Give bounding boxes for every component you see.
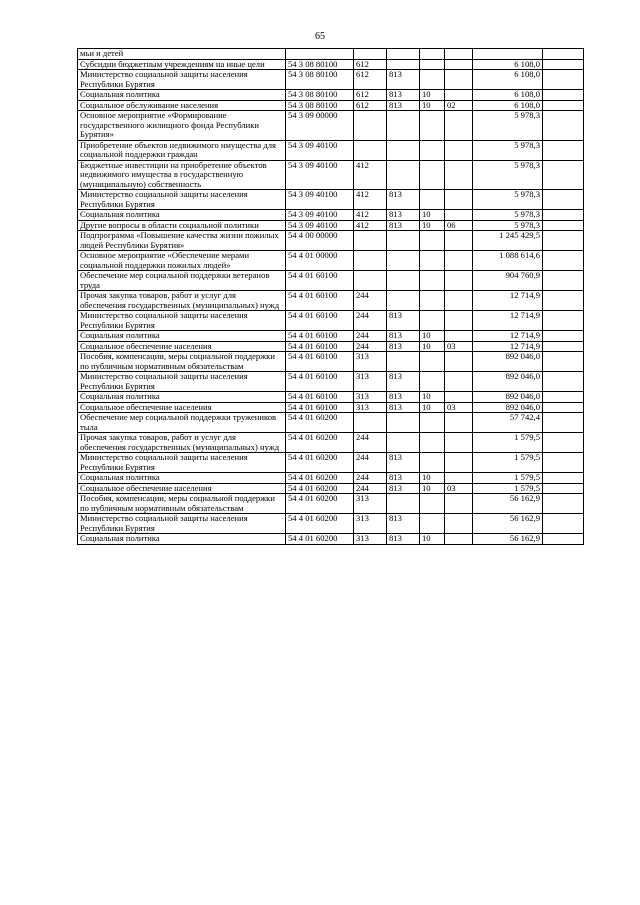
ministry-code-cell: 813 bbox=[387, 331, 420, 342]
section-cell: 10 bbox=[420, 220, 445, 231]
table-row bbox=[78, 392, 584, 403]
target-article-cell bbox=[286, 49, 354, 60]
empty-cell bbox=[543, 331, 584, 342]
row-name-cell: Социальное обслуживание населения bbox=[78, 100, 286, 111]
row-name-cell: Социальное обеспечение населения bbox=[78, 483, 286, 494]
ministry-code-cell bbox=[387, 352, 420, 372]
ministry-code-cell: 813 bbox=[387, 402, 420, 413]
row-name-cell: Социальное обеспечение населения bbox=[78, 402, 286, 413]
amount-cell: 56 162,9 bbox=[473, 534, 543, 545]
subsection-cell bbox=[445, 331, 473, 342]
section-cell bbox=[420, 494, 445, 514]
row-name-cell: Министерство социальной защиты населения Республики Бурятия bbox=[78, 514, 286, 534]
empty-cell bbox=[543, 453, 584, 473]
expense-type-cell: 313 bbox=[354, 352, 387, 372]
target-article-cell: 54 4 01 60100 bbox=[286, 331, 354, 342]
subsection-cell bbox=[445, 392, 473, 403]
amount-cell: 57 742,4 bbox=[473, 413, 543, 433]
section-cell bbox=[420, 271, 445, 291]
row-name-cell: Бюджетные инвестиции на приобретение объектов недвижимого имущества в государственную (муниципальную) собственность bbox=[78, 160, 286, 190]
amount-cell: 6 108,0 bbox=[473, 70, 543, 90]
target-article-cell: 54 4 01 60200 bbox=[286, 413, 354, 433]
amount-cell: 6 108,0 bbox=[473, 59, 543, 70]
target-article-cell: 54 3 09 40100 bbox=[286, 210, 354, 221]
target-article-cell: 54 3 09 40100 bbox=[286, 190, 354, 210]
target-article-cell: 54 3 09 40100 bbox=[286, 220, 354, 231]
ministry-code-cell: 813 bbox=[387, 210, 420, 221]
target-article-cell: 54 4 01 60200 bbox=[286, 534, 354, 545]
ministry-code-cell: 813 bbox=[387, 372, 420, 392]
ministry-code-cell: 813 bbox=[387, 190, 420, 210]
target-article-cell: 54 4 01 60200 bbox=[286, 514, 354, 534]
expense-type-cell bbox=[354, 111, 387, 141]
table-row bbox=[78, 483, 584, 494]
amount-cell: 5 978,3 bbox=[473, 190, 543, 210]
ministry-code-cell: 813 bbox=[387, 220, 420, 231]
amount-cell: 12 714,9 bbox=[473, 341, 543, 352]
table-row bbox=[78, 220, 584, 231]
subsection-cell bbox=[445, 453, 473, 473]
section-cell bbox=[420, 453, 445, 473]
section-cell bbox=[420, 231, 445, 251]
target-article-cell: 54 3 08 80100 bbox=[286, 100, 354, 111]
amount-cell: 1 579,5 bbox=[473, 453, 543, 473]
target-article-cell: 54 4 01 60100 bbox=[286, 341, 354, 352]
section-cell bbox=[420, 140, 445, 160]
target-article-cell: 54 4 00 00000 bbox=[286, 231, 354, 251]
empty-cell bbox=[543, 220, 584, 231]
amount-cell: 5 978,3 bbox=[473, 140, 543, 160]
subsection-cell bbox=[445, 271, 473, 291]
subsection-cell bbox=[445, 514, 473, 534]
empty-cell bbox=[543, 311, 584, 331]
ministry-code-cell: 813 bbox=[387, 341, 420, 352]
row-name-cell: Социальная политика bbox=[78, 392, 286, 403]
subsection-cell bbox=[445, 311, 473, 331]
subsection-cell bbox=[445, 160, 473, 190]
empty-cell bbox=[543, 413, 584, 433]
amount-cell: 1 245 429,5 bbox=[473, 231, 543, 251]
empty-cell bbox=[543, 433, 584, 453]
subsection-cell bbox=[445, 70, 473, 90]
table-row bbox=[78, 140, 584, 160]
table-row bbox=[78, 413, 584, 433]
table-row bbox=[78, 70, 584, 90]
amount-cell: 892 046,0 bbox=[473, 352, 543, 372]
row-name-cell: Субсидии бюджетным учреждениям на иные цели bbox=[78, 59, 286, 70]
expense-type-cell: 244 bbox=[354, 311, 387, 331]
empty-cell bbox=[543, 514, 584, 534]
subsection-cell bbox=[445, 140, 473, 160]
expense-type-cell: 412 bbox=[354, 220, 387, 231]
ministry-code-cell bbox=[387, 291, 420, 311]
subsection-cell bbox=[445, 210, 473, 221]
target-article-cell: 54 4 01 60100 bbox=[286, 372, 354, 392]
section-cell bbox=[420, 352, 445, 372]
subsection-cell bbox=[445, 111, 473, 141]
row-name-cell: Социальная политика bbox=[78, 90, 286, 101]
subsection-cell bbox=[445, 231, 473, 251]
empty-cell bbox=[543, 291, 584, 311]
expense-type-cell: 244 bbox=[354, 331, 387, 342]
table-row bbox=[78, 331, 584, 342]
expense-type-cell: 313 bbox=[354, 392, 387, 403]
expense-type-cell bbox=[354, 231, 387, 251]
subsection-cell: 03 bbox=[445, 402, 473, 413]
empty-cell bbox=[543, 49, 584, 60]
table-row bbox=[78, 534, 584, 545]
empty-cell bbox=[543, 111, 584, 141]
target-article-cell: 54 4 01 00000 bbox=[286, 251, 354, 271]
empty-cell bbox=[543, 352, 584, 372]
table-row bbox=[78, 473, 584, 484]
subsection-cell: 06 bbox=[445, 220, 473, 231]
section-cell: 10 bbox=[420, 473, 445, 484]
empty-cell bbox=[543, 59, 584, 70]
ministry-code-cell: 813 bbox=[387, 534, 420, 545]
ministry-code-cell: 813 bbox=[387, 453, 420, 473]
empty-cell bbox=[543, 392, 584, 403]
row-name-cell: Социальное обеспечение населения bbox=[78, 341, 286, 352]
amount-cell: 56 162,9 bbox=[473, 514, 543, 534]
ministry-code-cell: 813 bbox=[387, 100, 420, 111]
ministry-code-cell bbox=[387, 271, 420, 291]
target-article-cell: 54 3 08 80100 bbox=[286, 70, 354, 90]
row-name-cell: Министерство социальной защиты населения Республики Бурятия bbox=[78, 453, 286, 473]
empty-cell bbox=[543, 140, 584, 160]
row-name-cell: Министерство социальной защиты населения Республики Бурятия bbox=[78, 190, 286, 210]
ministry-code-cell: 813 bbox=[387, 483, 420, 494]
section-cell bbox=[420, 372, 445, 392]
section-cell: 10 bbox=[420, 100, 445, 111]
ministry-code-cell bbox=[387, 140, 420, 160]
amount-cell: 5 978,3 bbox=[473, 160, 543, 190]
table-row bbox=[78, 111, 584, 141]
row-name-cell: Основное мероприятие «Формирование государственного жилищного фонда Республики Бурятия» bbox=[78, 111, 286, 141]
row-name-cell: Социальная политика bbox=[78, 331, 286, 342]
budget-table-body bbox=[78, 49, 584, 545]
section-cell bbox=[420, 291, 445, 311]
table-row bbox=[78, 59, 584, 70]
page-number: 65 bbox=[315, 31, 325, 42]
subsection-cell bbox=[445, 59, 473, 70]
subsection-cell bbox=[445, 494, 473, 514]
amount-cell: 12 714,9 bbox=[473, 311, 543, 331]
target-article-cell: 54 4 01 60200 bbox=[286, 473, 354, 484]
expense-type-cell: 313 bbox=[354, 372, 387, 392]
table-row bbox=[78, 49, 584, 60]
row-name-cell: Другие вопросы в области социальной политики bbox=[78, 220, 286, 231]
section-cell bbox=[420, 433, 445, 453]
table-row bbox=[78, 453, 584, 473]
section-cell bbox=[420, 49, 445, 60]
row-name-cell: Социальная политика bbox=[78, 473, 286, 484]
table-row bbox=[78, 494, 584, 514]
target-article-cell: 54 4 01 60100 bbox=[286, 271, 354, 291]
section-cell bbox=[420, 190, 445, 210]
row-name-cell: Прочая закупка товаров, работ и услуг для обеспечения государственных (муниципальных) нужд bbox=[78, 291, 286, 311]
subsection-cell: 03 bbox=[445, 341, 473, 352]
ministry-code-cell: 813 bbox=[387, 90, 420, 101]
expense-type-cell: 612 bbox=[354, 100, 387, 111]
amount-cell: 1 579,5 bbox=[473, 473, 543, 484]
expense-type-cell: 244 bbox=[354, 341, 387, 352]
row-name-cell: Министерство социальной защиты населения Республики Бурятия bbox=[78, 311, 286, 331]
target-article-cell: 54 4 01 60200 bbox=[286, 453, 354, 473]
empty-cell bbox=[543, 494, 584, 514]
expense-type-cell: 612 bbox=[354, 90, 387, 101]
subsection-cell bbox=[445, 413, 473, 433]
table-row bbox=[78, 231, 584, 251]
ministry-code-cell bbox=[387, 494, 420, 514]
subsection-cell bbox=[445, 473, 473, 484]
table-row bbox=[78, 160, 584, 190]
table-row bbox=[78, 372, 584, 392]
table-row bbox=[78, 433, 584, 453]
empty-cell bbox=[543, 100, 584, 111]
row-name-cell: Подпрограмма «Повышение качества жизни пожилых людей Республики Бурятия» bbox=[78, 231, 286, 251]
amount-cell: 1 579,5 bbox=[473, 433, 543, 453]
section-cell: 10 bbox=[420, 341, 445, 352]
section-cell: 10 bbox=[420, 392, 445, 403]
target-article-cell: 54 4 01 60200 bbox=[286, 494, 354, 514]
subsection-cell bbox=[445, 291, 473, 311]
target-article-cell: 54 4 01 60100 bbox=[286, 402, 354, 413]
target-article-cell: 54 3 08 80100 bbox=[286, 59, 354, 70]
ministry-code-cell bbox=[387, 59, 420, 70]
empty-cell bbox=[543, 473, 584, 484]
expense-type-cell bbox=[354, 251, 387, 271]
amount-cell: 12 714,9 bbox=[473, 291, 543, 311]
table-row bbox=[78, 311, 584, 331]
table-row bbox=[78, 251, 584, 271]
empty-cell bbox=[543, 372, 584, 392]
ministry-code-cell: 813 bbox=[387, 473, 420, 484]
table-row bbox=[78, 100, 584, 111]
subsection-cell: 03 bbox=[445, 483, 473, 494]
table-row bbox=[78, 352, 584, 372]
ministry-code-cell bbox=[387, 160, 420, 190]
row-name-cell: Приобретение объектов недвижимого имущества для социальной поддержки граждан bbox=[78, 140, 286, 160]
subsection-cell bbox=[445, 352, 473, 372]
ministry-code-cell: 813 bbox=[387, 70, 420, 90]
target-article-cell: 54 4 01 60200 bbox=[286, 483, 354, 494]
budget-table bbox=[77, 48, 584, 545]
row-name-cell: Социальная политика bbox=[78, 534, 286, 545]
expense-type-cell: 412 bbox=[354, 160, 387, 190]
expense-type-cell: 313 bbox=[354, 534, 387, 545]
amount-cell: 5 978,3 bbox=[473, 210, 543, 221]
table-row bbox=[78, 341, 584, 352]
section-cell bbox=[420, 160, 445, 190]
table-row bbox=[78, 210, 584, 221]
expense-type-cell: 313 bbox=[354, 402, 387, 413]
ministry-code-cell bbox=[387, 49, 420, 60]
subsection-cell bbox=[445, 433, 473, 453]
table-row bbox=[78, 291, 584, 311]
expense-type-cell: 313 bbox=[354, 494, 387, 514]
row-name-cell: Обеспечение мер социальной поддержки ветеранов труда bbox=[78, 271, 286, 291]
amount-cell: 892 046,0 bbox=[473, 402, 543, 413]
section-cell bbox=[420, 251, 445, 271]
table-row bbox=[78, 190, 584, 210]
row-name-cell: Пособия, компенсации, меры социальной поддержки по публичным нормативным обязательствам bbox=[78, 494, 286, 514]
expense-type-cell bbox=[354, 271, 387, 291]
expense-type-cell: 412 bbox=[354, 210, 387, 221]
empty-cell bbox=[543, 70, 584, 90]
empty-cell bbox=[543, 341, 584, 352]
subsection-cell bbox=[445, 372, 473, 392]
empty-cell bbox=[543, 251, 584, 271]
section-cell bbox=[420, 111, 445, 141]
empty-cell bbox=[543, 231, 584, 251]
expense-type-cell: 244 bbox=[354, 433, 387, 453]
target-article-cell: 54 4 01 60100 bbox=[286, 392, 354, 403]
section-cell: 10 bbox=[420, 402, 445, 413]
expense-type-cell: 244 bbox=[354, 291, 387, 311]
table-row bbox=[78, 402, 584, 413]
expense-type-cell bbox=[354, 413, 387, 433]
subsection-cell bbox=[445, 534, 473, 545]
empty-cell bbox=[543, 534, 584, 545]
target-article-cell: 54 4 01 60100 bbox=[286, 311, 354, 331]
section-cell: 10 bbox=[420, 210, 445, 221]
row-name-cell: мьи и детей bbox=[78, 49, 286, 60]
section-cell: 10 bbox=[420, 483, 445, 494]
subsection-cell bbox=[445, 90, 473, 101]
empty-cell bbox=[543, 483, 584, 494]
ministry-code-cell bbox=[387, 111, 420, 141]
ministry-code-cell bbox=[387, 231, 420, 251]
section-cell bbox=[420, 70, 445, 90]
amount-cell: 12 714,9 bbox=[473, 331, 543, 342]
amount-cell bbox=[473, 49, 543, 60]
subsection-cell bbox=[445, 49, 473, 60]
expense-type-cell: 612 bbox=[354, 70, 387, 90]
expense-type-cell: 412 bbox=[354, 190, 387, 210]
ministry-code-cell bbox=[387, 251, 420, 271]
expense-type-cell: 244 bbox=[354, 453, 387, 473]
row-name-cell: Основное мероприятие «Обеспечение мерами социальной поддержки пожилых людей» bbox=[78, 251, 286, 271]
section-cell: 10 bbox=[420, 331, 445, 342]
empty-cell bbox=[543, 271, 584, 291]
ministry-code-cell: 813 bbox=[387, 311, 420, 331]
expense-type-cell bbox=[354, 140, 387, 160]
amount-cell: 904 760,9 bbox=[473, 271, 543, 291]
amount-cell: 1 579,5 bbox=[473, 483, 543, 494]
expense-type-cell: 612 bbox=[354, 59, 387, 70]
expense-type-cell: 244 bbox=[354, 473, 387, 484]
empty-cell bbox=[543, 160, 584, 190]
section-cell bbox=[420, 514, 445, 534]
row-name-cell: Прочая закупка товаров, работ и услуг для обеспечения государственных (муниципальных) нужд bbox=[78, 433, 286, 453]
ministry-code-cell bbox=[387, 433, 420, 453]
amount-cell: 6 108,0 bbox=[473, 100, 543, 111]
expense-type-cell: 313 bbox=[354, 514, 387, 534]
empty-cell bbox=[543, 402, 584, 413]
amount-cell: 5 978,3 bbox=[473, 220, 543, 231]
target-article-cell: 54 3 09 40100 bbox=[286, 160, 354, 190]
expense-type-cell bbox=[354, 49, 387, 60]
amount-cell: 6 108,0 bbox=[473, 90, 543, 101]
amount-cell: 5 978,3 bbox=[473, 111, 543, 141]
target-article-cell: 54 3 09 40100 bbox=[286, 140, 354, 160]
subsection-cell bbox=[445, 190, 473, 210]
table-row bbox=[78, 271, 584, 291]
section-cell bbox=[420, 311, 445, 331]
table-row bbox=[78, 90, 584, 101]
target-article-cell: 54 4 01 60100 bbox=[286, 291, 354, 311]
row-name-cell: Министерство социальной защиты населения Республики Бурятия bbox=[78, 372, 286, 392]
subsection-cell: 02 bbox=[445, 100, 473, 111]
empty-cell bbox=[543, 190, 584, 210]
target-article-cell: 54 4 01 60100 bbox=[286, 352, 354, 372]
row-name-cell: Министерство социальной защиты населения Республики Бурятия bbox=[78, 70, 286, 90]
amount-cell: 892 046,0 bbox=[473, 392, 543, 403]
ministry-code-cell: 813 bbox=[387, 392, 420, 403]
amount-cell: 56 162,9 bbox=[473, 494, 543, 514]
empty-cell bbox=[543, 90, 584, 101]
row-name-cell: Пособия, компенсации, меры социальной поддержки по публичным нормативным обязательствам bbox=[78, 352, 286, 372]
ministry-code-cell bbox=[387, 413, 420, 433]
table-row bbox=[78, 514, 584, 534]
target-article-cell: 54 3 09 00000 bbox=[286, 111, 354, 141]
subsection-cell bbox=[445, 251, 473, 271]
row-name-cell: Социальная политика bbox=[78, 210, 286, 221]
target-article-cell: 54 3 08 80100 bbox=[286, 90, 354, 101]
empty-cell bbox=[543, 210, 584, 221]
section-cell bbox=[420, 59, 445, 70]
target-article-cell: 54 4 01 60200 bbox=[286, 433, 354, 453]
amount-cell: 892 046,0 bbox=[473, 372, 543, 392]
row-name-cell: Обеспечение мер социальной поддержки тружеников тыла bbox=[78, 413, 286, 433]
section-cell: 10 bbox=[420, 90, 445, 101]
section-cell: 10 bbox=[420, 534, 445, 545]
ministry-code-cell: 813 bbox=[387, 514, 420, 534]
section-cell bbox=[420, 413, 445, 433]
amount-cell: 1 088 614,6 bbox=[473, 251, 543, 271]
expense-type-cell: 244 bbox=[354, 483, 387, 494]
